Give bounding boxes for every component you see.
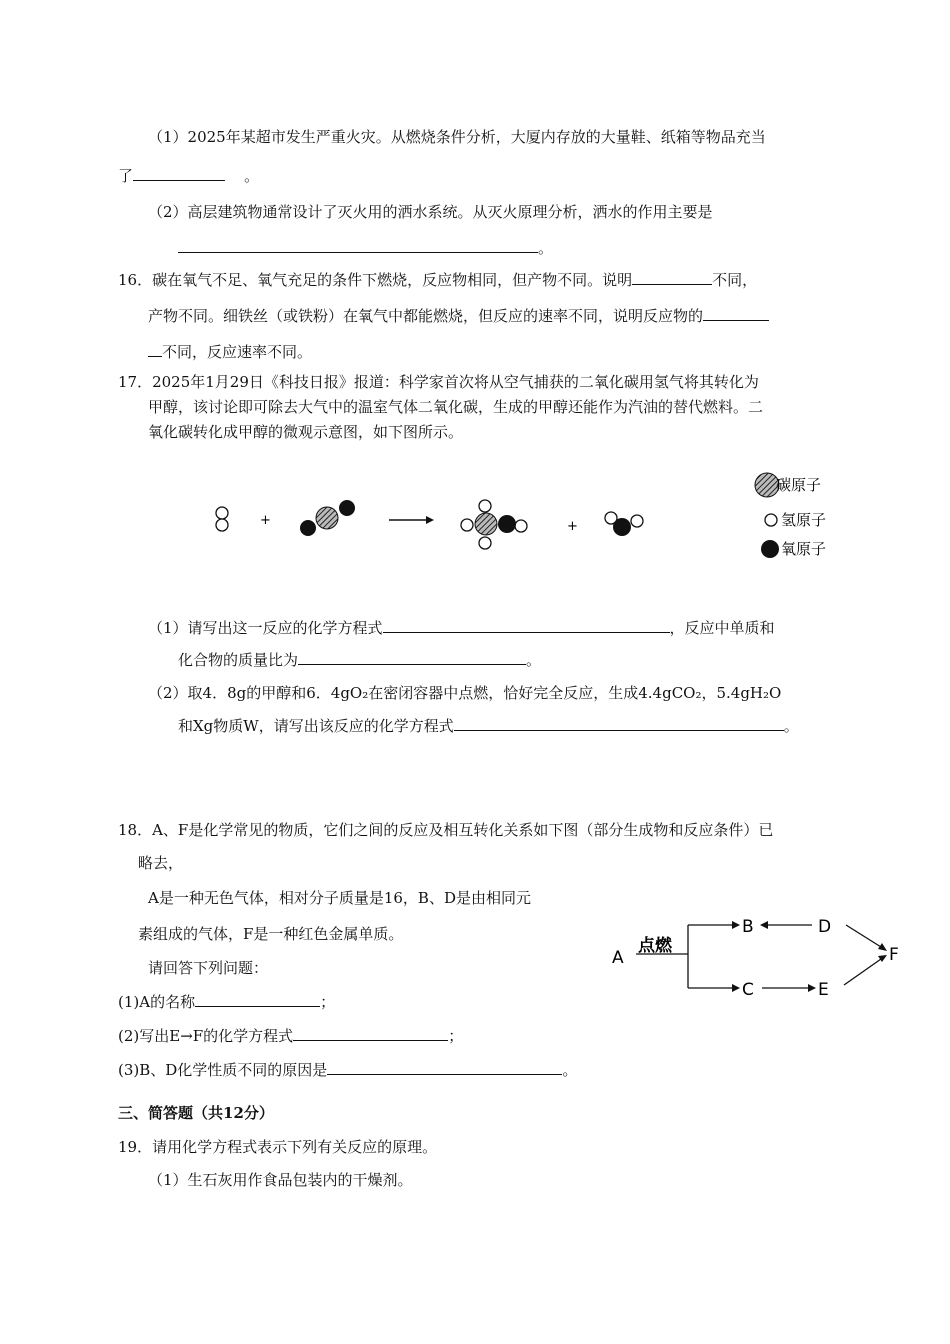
answer-blank[interactable] (298, 650, 526, 665)
answer-blank[interactable] (632, 270, 712, 285)
q17-line1: 17．2025年1月29日《科技日报》报道：科学家首次将从空气捕获的二氧化碳用氢气将其转化为 (118, 373, 759, 391)
q18-answer2: (2)写出E→F的化学方程式 ； (118, 1027, 464, 1045)
q17-sub2-line2: 和Xg物质W，请写出该反应的化学方程式 。 (178, 717, 799, 735)
section-title: 三、简答题（共12分） (118, 1104, 274, 1122)
q15-part2-line2: 。 (178, 238, 553, 258)
node-d: D (818, 917, 832, 937)
conversion-diagram (600, 905, 920, 1005)
q18-line5: 请回答下列问题： (148, 959, 269, 977)
q17-sub1-line2: 化合物的质量比为 。 (178, 651, 542, 669)
node-f: F (889, 945, 899, 965)
node-a: A (612, 948, 624, 968)
node-c: C (742, 980, 754, 1000)
q16-line3: 不同，反应速率不同。 (148, 342, 312, 362)
q18-line1: 18．A、F是化学常见的物质，它们之间的反应及相互转化关系如下图（部分生成物和反应条件）已 (118, 821, 774, 839)
hydrogen-atom-icon (765, 514, 777, 526)
q15-part2-line1: （2）高层建筑物通常设计了灭火用的洒水系统。从灭火原理分析，洒水的作用主要是 (148, 203, 713, 221)
carbon-dioxide-molecule-icon (300, 500, 355, 536)
node-b: B (742, 917, 754, 937)
q18-line4: 素组成的气体，F是一种红色金属单质。 (138, 925, 404, 943)
reaction-arrow-icon (389, 516, 434, 524)
oxygen-atom-icon (761, 540, 779, 558)
q15-part1-line1: （1）2025年某超市发生严重火灾。从燃烧条件分析，大厦内存放的大量鞋、纸箱等物品充当 (148, 128, 766, 146)
q19-sub1: （1）生石灰用作食品包装内的干燥剂。 (148, 1171, 413, 1189)
legend (755, 473, 826, 558)
answer-blank[interactable] (454, 716, 784, 731)
q18-answer1: (1)A的名称 ； (118, 993, 336, 1011)
answer-blank[interactable] (195, 992, 320, 1007)
water-molecule-icon (605, 512, 643, 536)
q19-line1: 19．请用化学方程式表示下列有关反应的原理。 (118, 1138, 438, 1156)
q18-answer3: (3)B、D化学性质不同的原因是 。 (118, 1061, 578, 1079)
q17-sub2-line1: （2）取4．8g的甲醇和6．4gO₂在密闭容器中点燃，恰好完全反应，生成4.4gCO₂，5.4gH₂O (148, 684, 782, 702)
q17-line2: 甲醇，该讨论即可除去大气中的温室气体二氧化碳，生成的甲醇还能作为汽油的替代燃料。二 (148, 398, 764, 416)
plus-sign: + (260, 513, 271, 528)
plus-sign: + (567, 519, 578, 534)
node-e: E (818, 980, 829, 1000)
q16-line1: 16．碳在氧气不足、氧气充足的条件下燃烧，反应物相同，但产物不同。说明 不同， (118, 271, 758, 289)
answer-blank[interactable] (133, 166, 225, 181)
molecule-reaction-diagram (0, 460, 950, 570)
answer-blank[interactable] (148, 342, 162, 357)
legend-oxygen: 氧原子 (781, 540, 827, 558)
methanol-molecule-icon (461, 500, 527, 549)
q18-line2: 略去， (138, 854, 184, 872)
legend-hydrogen: 氢原子 (781, 511, 827, 529)
legend-carbon: 碳原子 (776, 476, 822, 494)
q16-line2: 产物不同。细铁丝（或铁粉）在氧气中都能燃烧，但反应的速率不同，说明反应物的 (148, 306, 769, 326)
answer-blank[interactable] (327, 1060, 562, 1075)
q17-sub1-line1: （1）请写出这一反应的化学方程式 ，反应中单质和 (148, 619, 775, 637)
hydrogen-molecule-icon (216, 507, 228, 531)
answer-blank[interactable] (383, 618, 670, 633)
answer-blank[interactable] (703, 306, 769, 321)
answer-blank[interactable] (178, 238, 538, 253)
condition-ignite: 点燃 (638, 936, 672, 956)
q15-part1-line2: 了 。 (118, 167, 260, 185)
q18-line3: A是一种无色气体，相对分子质量是16，B、D是由相同元 (148, 889, 531, 907)
q17-line3: 氧化碳转化成甲醇的微观示意图，如下图所示。 (148, 423, 464, 441)
answer-blank[interactable] (293, 1026, 448, 1041)
